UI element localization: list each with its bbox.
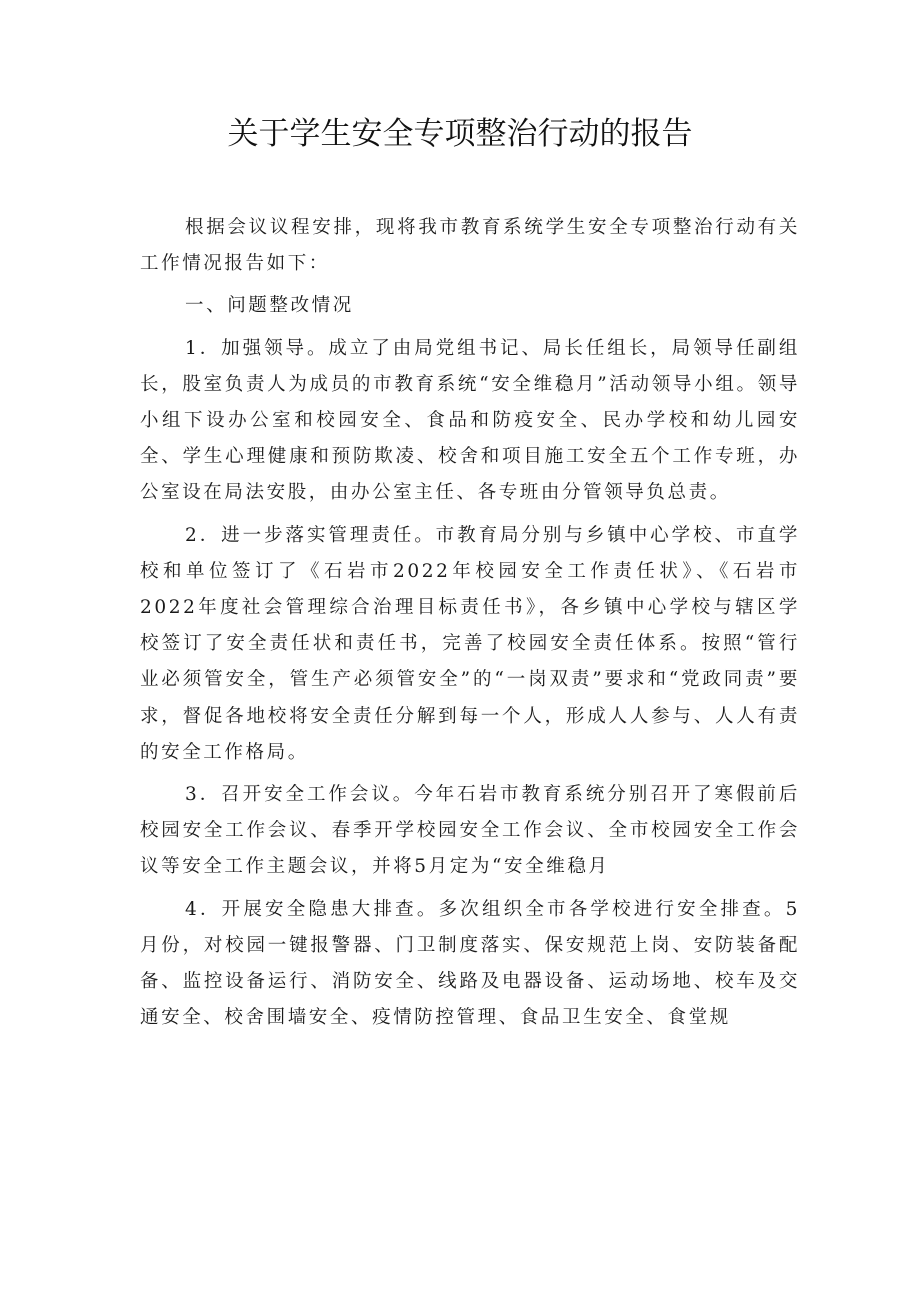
paragraph-item-2-management-responsibility: 2．进一步落实管理责任。市教育局分别与乡镇中心学校、市直学校和单位签订了《石岩市2022年校园安全工作责任状》、《石岩市2022年度社会管理综合治理目标责任书》，各乡镇中心学校与辖区学校签订了安全责任状和责任书，完善了校园安全责任体系。按照“管行业必须管安全，管生产必须管安全”的“一岗双责”要求和“党政同责”要求，督促各地校将安全责任分解到每一个人，形成人人参与、人人有责的安全工作格局。 (140, 524, 800, 763)
document-body (140, 210, 800, 1042)
intro-paragraph: 根据会议议程安排，现将我市教育系统学生安全专项整治行动有关工作情况报告如下： (140, 217, 800, 275)
paragraph-item-4-hazard-inspection: 4．开展安全隐患大排查。多次组织全市各学校进行安全排查。5月份，对校园一键报警器、门卫制度落实、保安规范上岗、安防装备配备、监控设备运行、消防安全、线路及电器设备、运动场地、校车及交通安全、校舍围墙安全、疫情防控管理、食品卫生安全、食堂规 (140, 898, 800, 1029)
paragraph-item-3-safety-meetings: 3．召开安全工作会议。今年石岩市教育系统分别召开了寒假前后校园安全工作会议、春季开学校园安全工作会议、全市校园安全工作会议等安全工作主题会议，并将5月定为“安全维稳月 (140, 784, 800, 878)
document-title: 关于学生安全专项整治行动的报告 (227, 116, 693, 152)
section-heading-problem-rectification: 一、问题整改情况 (185, 295, 354, 317)
paragraph-item-1-strengthen-leadership: 1．加强领导。成立了由局党组书记、局长任组长，局领导任副组长，股室负责人为成员的市教育系统“安全维稳月”活动领导小组。领导小组下设办公室和校园安全、食品和防疫安全、民办学校和幼儿园安全、学生心理健康和预防欺凌、校舍和项目施工安全五个工作专班，办公室设在局法安股，由办公室主任、各专班由分管领导负总责。 (140, 337, 800, 504)
